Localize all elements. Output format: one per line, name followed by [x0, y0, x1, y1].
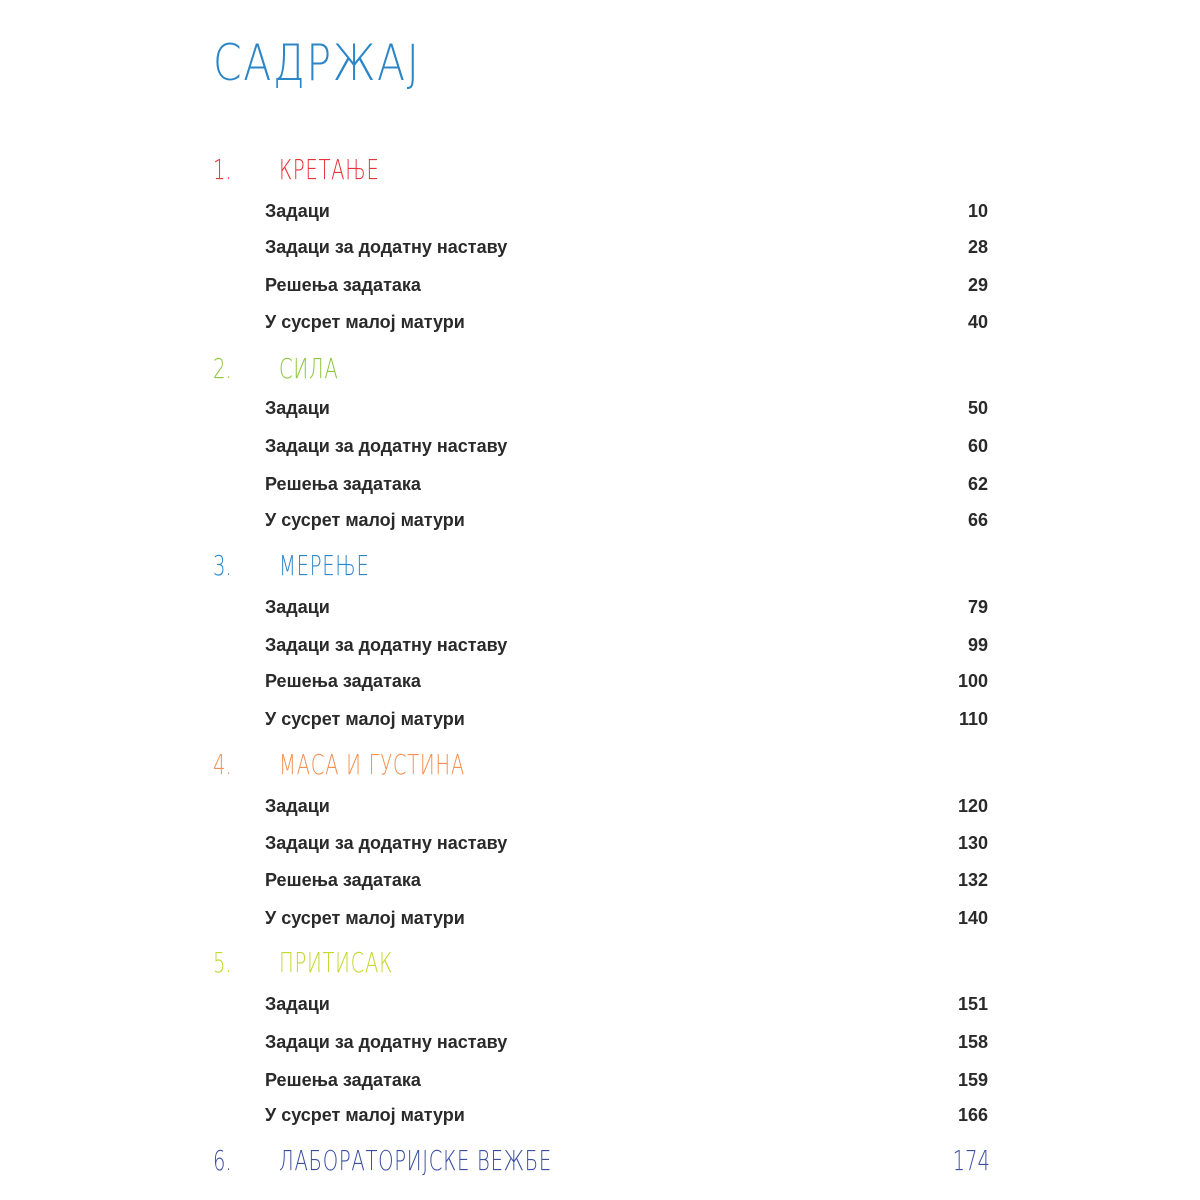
toc-entry[interactable] [265, 1102, 988, 1128]
toc-entry-label: У сусрет малој матури [265, 510, 465, 530]
toc-entry[interactable] [265, 594, 988, 620]
chapter-heading-4[interactable] [213, 747, 545, 783]
toc-entry[interactable] [265, 309, 988, 335]
chapter-number: 1. [213, 153, 232, 186]
toc-entry-label: Задаци за додатну наставу [265, 237, 508, 257]
toc-entry-label: У сусрет малој матури [265, 312, 465, 332]
toc-entry-label: Задаци [265, 398, 330, 418]
toc-entry[interactable] [265, 234, 988, 260]
toc-entry-label: Задаци за додатну наставу [265, 1032, 508, 1052]
toc-entry[interactable] [265, 1067, 988, 1093]
toc-entry-page: 99 [967, 635, 988, 655]
toc-entry-label: Задаци за додатну наставу [265, 635, 508, 655]
chapter-title: МАСА И ГУСТИНА [279, 748, 465, 781]
chapter-heading-1[interactable] [213, 152, 423, 188]
toc-entry-label: Задаци [265, 597, 330, 617]
chapter-number: 3. [213, 549, 232, 582]
toc-entry[interactable] [265, 507, 988, 533]
toc-entry[interactable] [265, 395, 988, 421]
chapter-heading-3[interactable] [213, 548, 408, 584]
chapter-title: СИЛА [279, 352, 339, 385]
toc-entry[interactable] [265, 793, 988, 819]
toc-entry-label: Решења задатака [265, 1070, 421, 1090]
toc-entry-label: У сусрет малој матури [265, 908, 465, 928]
toc-entry-page: 50 [967, 398, 988, 418]
toc-entry-page: 166 [957, 1105, 988, 1125]
chapter-heading-5[interactable] [213, 945, 442, 981]
toc-entry-page: 158 [957, 1032, 988, 1052]
toc-entry-page: 132 [957, 870, 988, 890]
toc-entry-page: 151 [957, 994, 988, 1014]
toc-entry-page: 28 [967, 237, 988, 257]
chapter-title: МЕРЕЊЕ [279, 549, 370, 582]
toc-entry-page: 40 [967, 312, 988, 332]
toc-entry-page: 130 [957, 833, 988, 853]
chapter-number: 2. [213, 352, 232, 385]
toc-entry[interactable] [265, 668, 988, 694]
toc-entry-label: Решења задатака [265, 474, 421, 494]
toc-entry-page: 100 [957, 671, 988, 691]
chapter-title: КРЕТАЊЕ [279, 153, 380, 186]
toc-entry[interactable] [265, 471, 988, 497]
toc-entry-label: Задаци за додатну наставу [265, 833, 508, 853]
chapter-heading-2[interactable] [213, 351, 364, 387]
toc-entry[interactable] [265, 706, 988, 732]
chapter-title: ПРИТИСАК [279, 946, 394, 979]
toc-entry[interactable] [265, 1029, 988, 1055]
toc-entry-page: 140 [957, 908, 988, 928]
chapter-number: 6. [213, 1144, 232, 1177]
chapter-title: ЛАБОРАТОРИЈСКЕ ВЕЖБЕ [279, 1144, 552, 1177]
toc-entry-label: У сусрет малој матури [265, 1105, 465, 1125]
toc-entry[interactable] [265, 905, 988, 931]
toc-entry[interactable] [265, 867, 988, 893]
chapter-number: 4. [213, 748, 232, 781]
toc-entry[interactable] [265, 433, 988, 459]
toc-entry-label: Решења задатака [265, 671, 421, 691]
toc-entry-label: Решења задатака [265, 275, 421, 295]
toc-entry-page: 62 [967, 474, 988, 494]
chapter-heading-6[interactable] [213, 1143, 990, 1179]
toc-entry[interactable] [265, 272, 988, 298]
toc-entry-page: 110 [958, 709, 988, 729]
toc-entry-page: 79 [967, 597, 988, 617]
toc-entry-label: Решења задатака [265, 870, 421, 890]
toc-entry[interactable] [265, 991, 988, 1017]
toc-entry-page: 120 [957, 796, 988, 816]
toc-entry-label: Задаци за додатну наставу [265, 436, 508, 456]
toc-entry-label: У сусрет малој матури [265, 709, 465, 729]
chapter-page-number: 174 [952, 1144, 990, 1177]
toc-entry-page: 60 [967, 436, 988, 456]
page-title: САДРЖАЈ [213, 34, 421, 92]
toc-entry[interactable] [265, 632, 988, 658]
toc-entry-page: 159 [957, 1070, 988, 1090]
toc-entry[interactable] [265, 198, 988, 224]
toc-entry-page: 66 [967, 510, 988, 530]
toc-entry[interactable] [265, 830, 988, 856]
toc-entry-label: Задаци [265, 994, 330, 1014]
toc-entry-page: 29 [967, 275, 988, 295]
toc-entry-page: 10 [967, 201, 988, 221]
chapter-number: 5. [213, 946, 232, 979]
toc-entry-label: Задаци [265, 796, 330, 816]
toc-entry-label: Задаци [265, 201, 330, 221]
